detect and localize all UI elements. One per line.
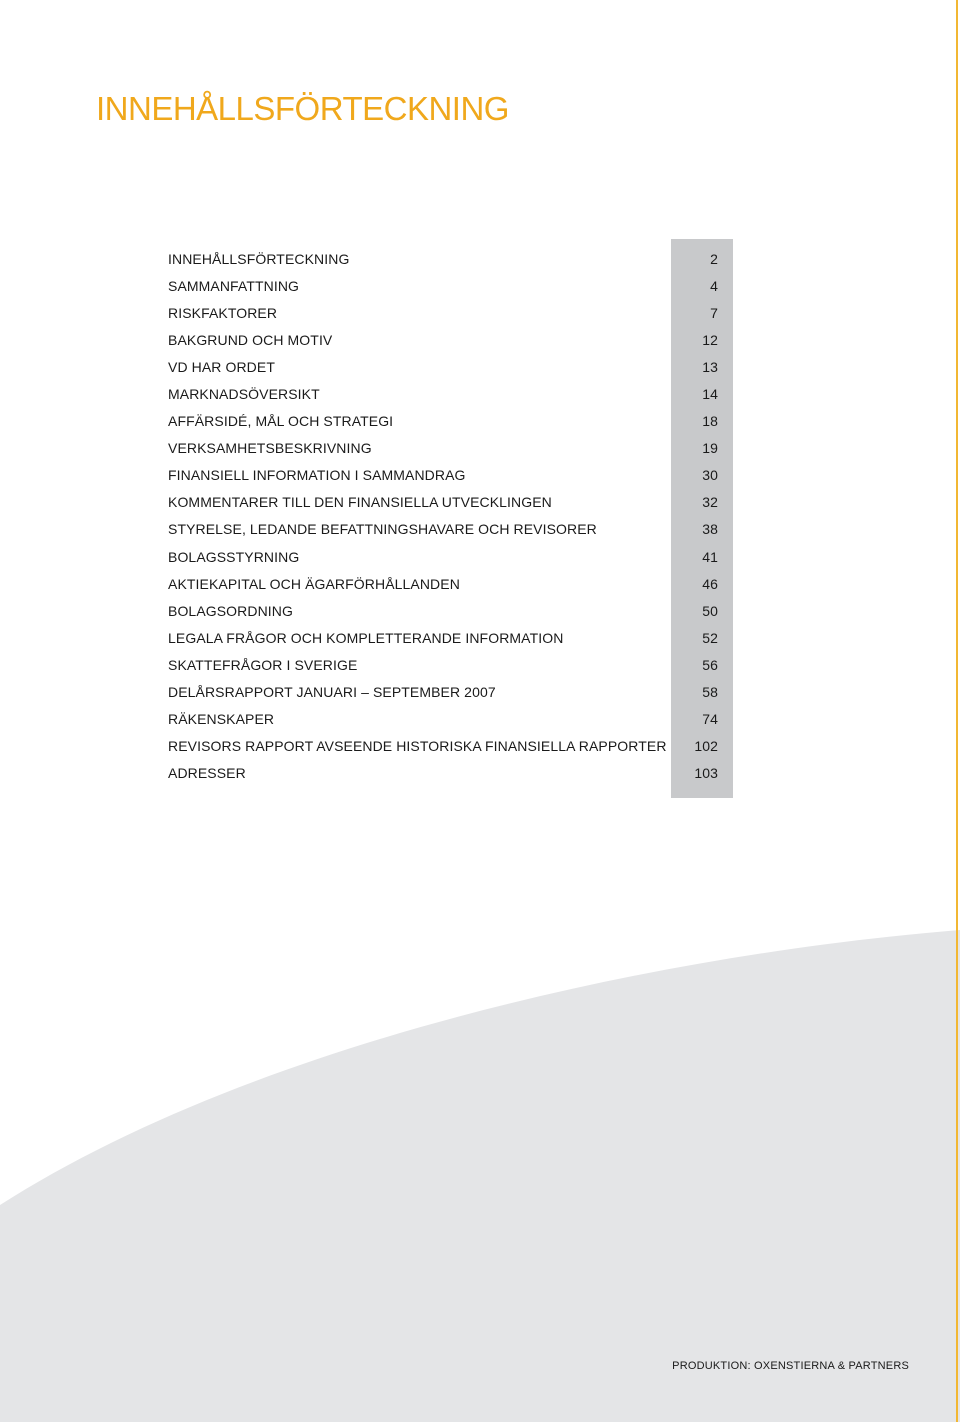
page-title: INNEHÅLLSFÖRTECKNING	[96, 90, 509, 127]
toc-entry[interactable]	[168, 733, 718, 760]
toc-entry-title: INNEHÅLLSFÖRTECKNING	[168, 250, 350, 267]
toc-entry-title: DELÅRSRAPPORT JANUARI – SEPTEMBER 2007	[168, 684, 496, 701]
toc-entry[interactable]	[168, 679, 718, 706]
toc-entry[interactable]	[168, 408, 718, 435]
toc-entry-title: FINANSIELL INFORMATION I SAMMANDRAG	[168, 467, 466, 484]
table-of-contents	[168, 245, 718, 787]
toc-entry-page: 102	[694, 738, 718, 755]
toc-entry-page: 46	[702, 575, 718, 592]
toc-entry[interactable]	[168, 570, 718, 597]
toc-entry-page: 52	[702, 629, 718, 646]
toc-entry-title: VD HAR ORDET	[168, 358, 275, 375]
production-credit: PRODUKTION: OXENSTIERNA & PARTNERS	[672, 1360, 909, 1372]
toc-entry-page: 58	[702, 684, 718, 701]
toc-entry-title: BOLAGSORDNING	[168, 602, 293, 619]
toc-entry-page: 18	[702, 413, 718, 430]
toc-entry-title: KOMMENTARER TILL DEN FINANSIELLA UTVECKLINGEN	[168, 494, 552, 511]
toc-entry-page: 19	[702, 440, 718, 457]
toc-entry-page: 13	[702, 358, 718, 375]
toc-entry-page: 56	[702, 656, 718, 673]
toc-entry-page: 7	[710, 304, 718, 321]
toc-entry[interactable]	[168, 624, 718, 651]
toc-entry-page: 2	[710, 250, 718, 267]
toc-entry-title: ADRESSER	[168, 765, 246, 782]
toc-entry-title: RISKFAKTORER	[168, 304, 278, 321]
toc-entry[interactable]	[168, 760, 718, 787]
toc-entry-title: AKTIEKAPITAL OCH ÄGARFÖRHÅLLANDEN	[168, 575, 460, 592]
toc-entry-title: SAMMANFATTNING	[168, 277, 300, 294]
toc-entry-page: 32	[702, 494, 718, 511]
toc-entry[interactable]	[168, 380, 718, 407]
toc-entry[interactable]	[168, 435, 718, 462]
toc-entry-title: STYRELSE, LEDANDE BEFATTNINGSHAVARE OCH REVISORER	[168, 521, 597, 538]
toc-entry[interactable]	[168, 326, 718, 353]
toc-entry-title: MARKNADSÖVERSIKT	[168, 386, 320, 403]
toc-entry-page: 12	[702, 331, 718, 348]
toc-entry-title: BOLAGSSTYRNING	[168, 548, 300, 565]
toc-entry[interactable]	[168, 543, 718, 570]
toc-entry-page: 30	[702, 467, 718, 484]
toc-entry-page: 41	[702, 548, 718, 565]
toc-entry[interactable]	[168, 353, 718, 380]
toc-entry-page: 14	[702, 386, 718, 403]
toc-entry-title: VERKSAMHETSBESKRIVNING	[168, 440, 372, 457]
toc-entry[interactable]	[168, 651, 718, 678]
toc-entry-title: LEGALA FRÅGOR OCH KOMPLETTERANDE INFORMATION	[168, 629, 564, 646]
toc-entry-title: SKATTEFRÅGOR I SVERIGE	[168, 656, 358, 673]
toc-entry-page: 50	[702, 602, 718, 619]
toc-entry-page: 74	[702, 711, 718, 728]
toc-entry[interactable]	[168, 706, 718, 733]
toc-entry[interactable]	[168, 516, 718, 543]
toc-entry[interactable]	[168, 299, 718, 326]
toc-entry-title: AFFÄRSIDÉ, MÅL OCH STRATEGI	[168, 413, 394, 430]
toc-entry[interactable]	[168, 272, 718, 299]
toc-entry[interactable]	[168, 245, 718, 272]
toc-entry-title: RÄKENSKAPER	[168, 711, 275, 728]
page-edge-line	[956, 0, 958, 1422]
toc-entry[interactable]	[168, 489, 718, 516]
toc-entry-title: BAKGRUND OCH MOTIV	[168, 331, 333, 348]
toc-entry-title: REVISORS RAPPORT AVSEENDE HISTORISKA FINANSIELLA RAPPORTER	[168, 738, 667, 755]
toc-entry-page: 103	[694, 765, 718, 782]
toc-entry-page: 4	[710, 277, 718, 294]
toc-entry[interactable]	[168, 462, 718, 489]
toc-entry-page: 38	[702, 521, 718, 538]
toc-entry[interactable]	[168, 597, 718, 624]
